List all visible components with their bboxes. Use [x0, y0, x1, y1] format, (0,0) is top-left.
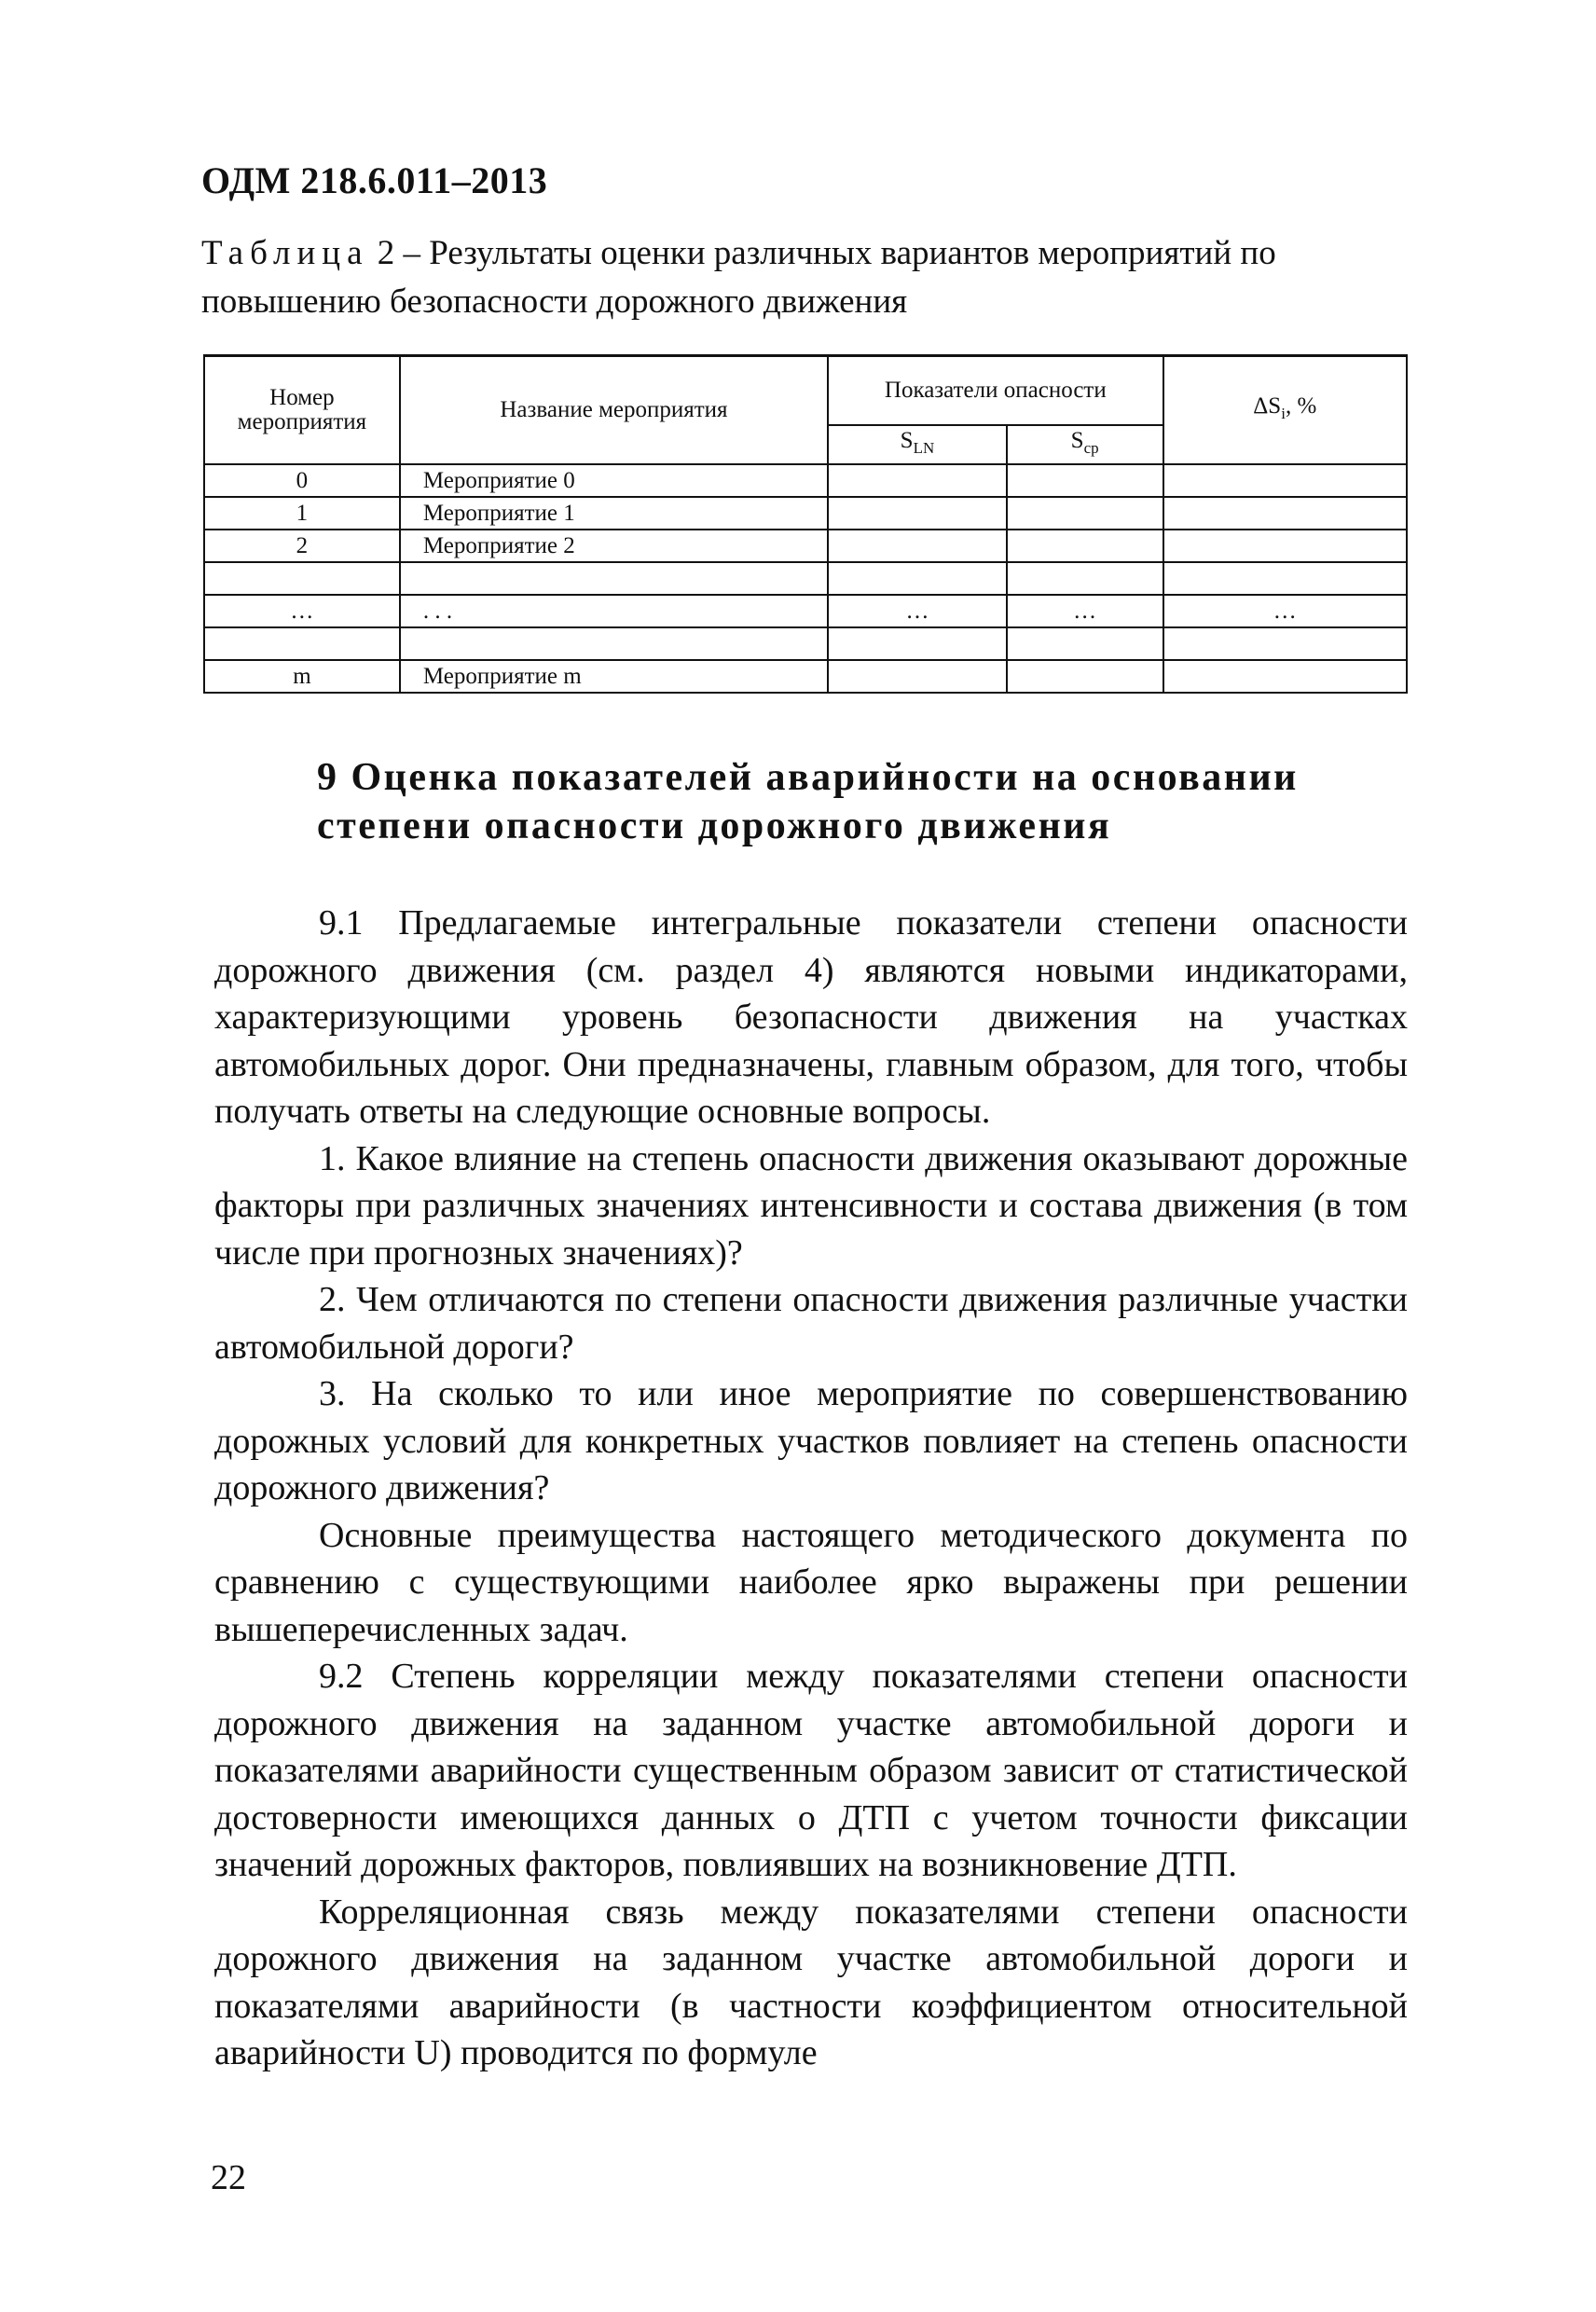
- cell-sln: [828, 660, 1007, 693]
- cell-name: [400, 562, 828, 595]
- header-scp-main: S: [1070, 428, 1084, 453]
- cell-number: 2: [204, 530, 400, 562]
- cell-name: Мероприятие 2: [400, 530, 828, 562]
- header-delta-symbol: ΔS: [1253, 393, 1282, 419]
- paragraph-question-1: 1. Какое влияние на степень опасности движения оказывают дорожные факторы при различных значениях интенсивности и состава движения (в том числе при прогнозных значениях)?: [214, 1138, 1408, 1273]
- table-row: [204, 627, 1407, 660]
- cell-scp: [1007, 530, 1163, 562]
- cell-delta: [1163, 497, 1407, 530]
- cell-number: 1: [204, 497, 400, 530]
- header-number: Номер мероприятия: [204, 356, 400, 465]
- cell-sln: [828, 627, 1007, 660]
- table-caption: [201, 229, 1413, 326]
- cell-number: [204, 627, 400, 660]
- header-delta-tail: , %: [1285, 393, 1317, 419]
- table-row: [204, 660, 1407, 693]
- cell-number: [204, 562, 400, 595]
- cell-sln: [828, 497, 1007, 530]
- paragraph-9-1: 9.1 Предлагаемые интегральные показатели степени опасности дорожного движения (см. раздел 4) являются новыми индикаторами, характеризующими уровень безопасности движения на участках автомобильных дорог. Они предназначены, главным образом, для того, чтобы получать ответы на следующие основные вопросы.: [214, 903, 1408, 1131]
- cell-delta: [1163, 660, 1407, 693]
- cell-delta: [1163, 562, 1407, 595]
- cell-scp: [1007, 464, 1163, 497]
- cell-scp: …: [1007, 595, 1163, 627]
- cell-scp: [1007, 660, 1163, 693]
- header-scp-sub: ср: [1083, 439, 1099, 457]
- table-caption-text: 2 – Результаты оценки различных вариантов мероприятий по повышению безопасности дорожного движения: [201, 234, 1276, 321]
- cell-scp: [1007, 497, 1163, 530]
- cell-sln: [828, 562, 1007, 595]
- cell-name: Мероприятие 1: [400, 497, 828, 530]
- table-caption-label: Таблица: [201, 234, 369, 272]
- cell-delta: …: [1163, 595, 1407, 627]
- cell-delta: [1163, 627, 1407, 660]
- header-sln-sub: LN: [913, 439, 935, 457]
- cell-name: . . .: [400, 595, 828, 627]
- paragraph-9-2: 9.2 Степень корреляции между показателями степени опасности дорожного движения на заданном участке автомобильной дороги и показателями аварийности существенным образом зависит от статистической достоверности имеющихся данных о ДТП с учетом точности фиксации значений дорожных факторов, повлиявших на возникновение ДТП.: [214, 1657, 1408, 1884]
- results-table: [203, 354, 1408, 694]
- body-text: [214, 900, 1408, 2077]
- header-delta-sub: i: [1281, 405, 1286, 422]
- cell-number: m: [204, 660, 400, 693]
- cell-sln: …: [828, 595, 1007, 627]
- cell-sln: [828, 464, 1007, 497]
- cell-scp: [1007, 627, 1163, 660]
- paragraph-correlation: Корреляционная связь между показателями степени опасности дорожного движения на заданном участке автомобильной дороги и показателями аварийности (в частности коэффициентом относительной аварийности U) проводится по формуле: [214, 1892, 1408, 2072]
- page-number: 22: [211, 2158, 246, 2197]
- table-row: [204, 497, 1407, 530]
- cell-delta: [1163, 530, 1407, 562]
- cell-scp: [1007, 562, 1163, 595]
- section-title: 9 Оценка показателей аварийности на основании степени опасности дорожного движения: [317, 756, 1299, 847]
- cell-name: Мероприятие 0: [400, 464, 828, 497]
- cell-number: 0: [204, 464, 400, 497]
- header-delta: [1163, 356, 1407, 465]
- paragraph-question-2: 2. Чем отличаются по степени опасности движения различные участки автомобильной дороги?: [214, 1280, 1408, 1367]
- cell-name: [400, 627, 828, 660]
- table-row: [204, 562, 1407, 595]
- paragraph-question-3: 3. На сколько то или иное мероприятие по совершенствованию дорожных условий для конкретных участков повлияет на степень опасности дорожного движения?: [214, 1374, 1408, 1507]
- header-scp: [1007, 425, 1163, 464]
- cell-sln: [828, 530, 1007, 562]
- cell-delta: [1163, 464, 1407, 497]
- table-row: [204, 530, 1407, 562]
- paragraph-advantages: Основные преимущества настоящего методического документа по сравнению с существующими наиболее ярко выражены при решении вышеперечисленных задач.: [214, 1515, 1408, 1649]
- table-row: [204, 464, 1407, 497]
- header-name: Название мероприятия: [400, 356, 828, 465]
- table-row: [204, 595, 1407, 627]
- header-sln-main: S: [900, 428, 914, 453]
- header-indicators: Показатели опасности: [828, 356, 1163, 426]
- cell-number: …: [204, 595, 400, 627]
- document-code: ОДМ 218.6.011–2013: [201, 159, 548, 201]
- header-sln: [828, 425, 1007, 464]
- cell-name: Мероприятие m: [400, 660, 828, 693]
